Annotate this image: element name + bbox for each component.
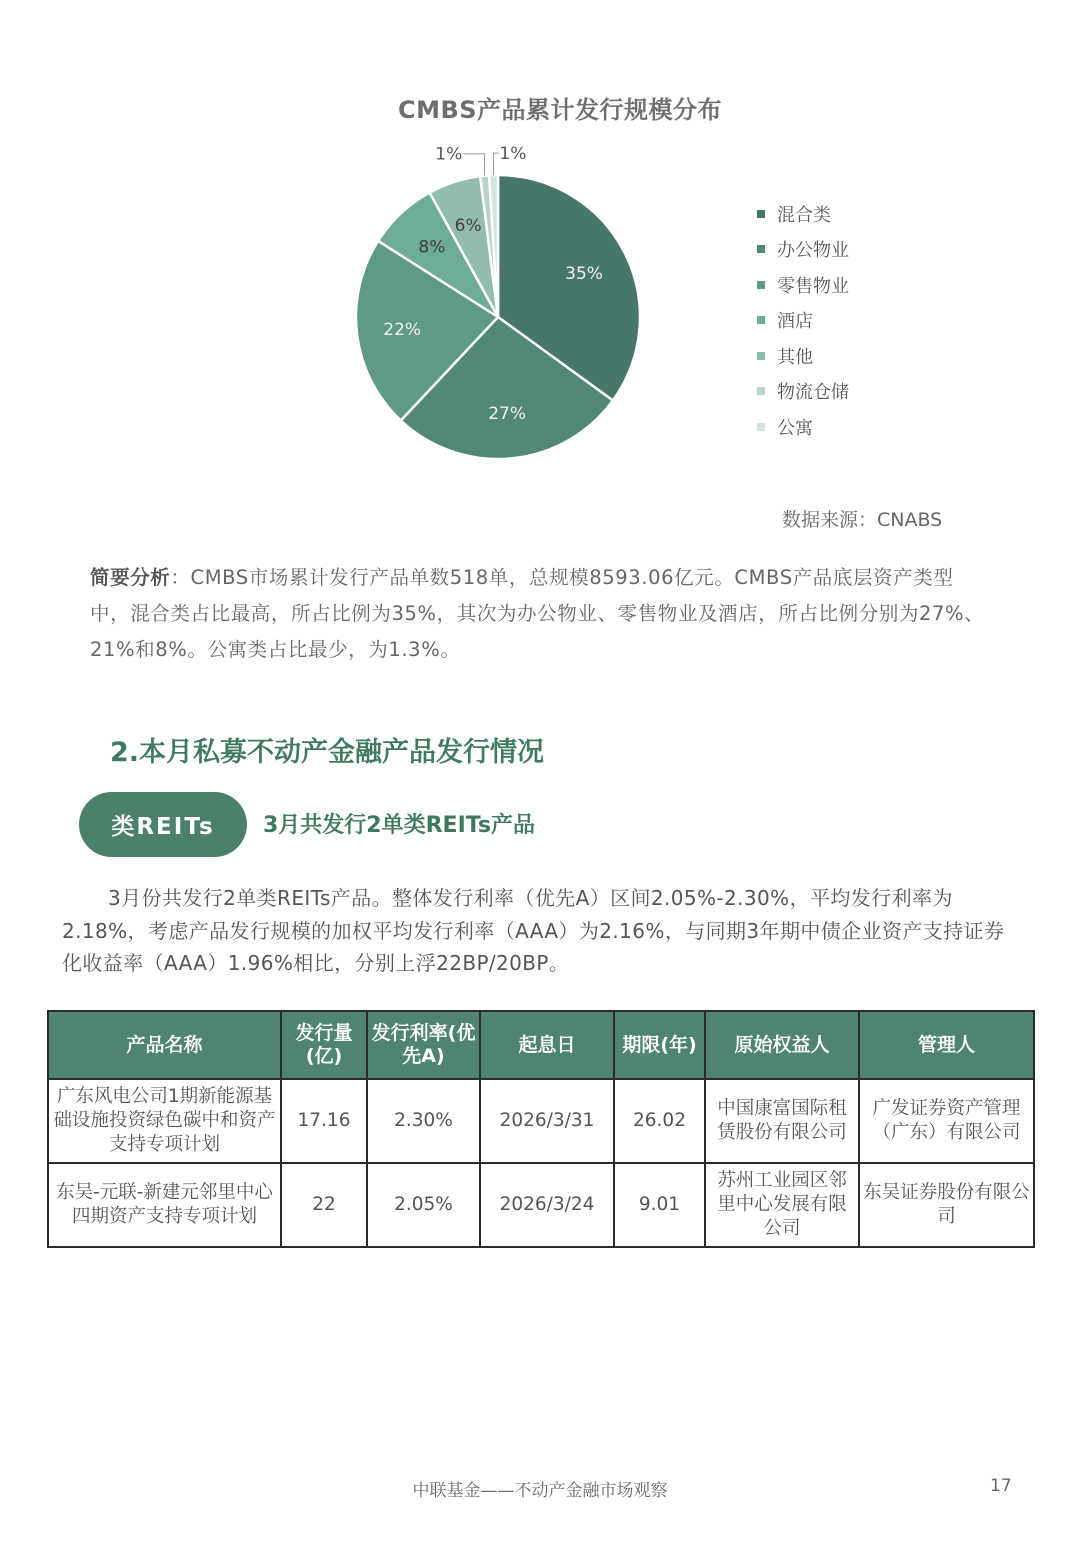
- cell-manager: 广发证券资产管理（广东）有限公司: [859, 1079, 1034, 1163]
- legend-swatch: [757, 245, 765, 253]
- header-term: 期限(年): [614, 1011, 705, 1079]
- table-row: [48, 1163, 1034, 1247]
- legend-label: 其他: [777, 346, 813, 368]
- section-heading: 2.本月私募不动产金融产品发行情况: [110, 737, 545, 768]
- issuance-paragraph-text: 3月份共发行2单类REITs产品。整体发行利率（优先A）区间2.05%-2.30%，平均发行利率为2.18%，考虑产品发行规模的加权平均发行利率（AAA）为2.16%，与同期3年期中债企业资产支持证券化收益率（AAA）1.96%相比，分别上浮22BP/20BP。: [62, 886, 1005, 975]
- legend-item: [757, 303, 849, 339]
- cell-product-name: 广东风电公司1期新能源基础设施投资绿色碳中和资产支持专项计划: [48, 1079, 281, 1163]
- pie-data-label: 27%: [488, 404, 526, 425]
- analysis-text: ：CMBS市场累计发行产品单数518单，总规模8593.06亿元。CMBS产品底层资产类型中，混合类占比最高，所占比例为35%，其次为办公物业、零售物业及酒店，所占比例分别为27%、21%和8%。公寓类占比最少，为1.3%。: [90, 566, 985, 661]
- cell-term: 9.01: [614, 1163, 705, 1247]
- cell-issue-amount: 22: [281, 1163, 367, 1247]
- legend-label: 办公物业: [777, 240, 849, 262]
- legend-label: 混合类: [777, 204, 831, 226]
- pie-data-label: 22%: [383, 320, 422, 341]
- header-issue-amount: 发行量(亿): [281, 1011, 367, 1079]
- legend-swatch: [757, 281, 765, 289]
- header-product-name: 产品名称: [48, 1011, 281, 1079]
- pie-chart: [340, 140, 660, 470]
- legend-swatch: [757, 352, 765, 360]
- analysis-label: 简要分析: [90, 566, 171, 589]
- pie-data-label: 35%: [565, 264, 603, 285]
- legend-item: [757, 196, 849, 232]
- legend-item: [757, 267, 849, 303]
- cell-value-date: 2026/3/24: [480, 1163, 614, 1247]
- legend-swatch: [757, 210, 765, 218]
- pie-data-label: 6%: [454, 216, 482, 237]
- data-source: 数据来源：CNABS: [782, 509, 943, 531]
- pie-data-label: 1%: [435, 144, 463, 165]
- pill-caption: 3月共发行2单类REITs产品: [263, 813, 535, 838]
- pie-data-label: 8%: [418, 237, 446, 258]
- products-table: [47, 1010, 1035, 1248]
- chart-title: CMBS产品累计发行规模分布: [397, 96, 723, 124]
- cell-originator: 苏州工业园区邻里中心发展有限公司: [705, 1163, 859, 1247]
- legend-swatch: [757, 316, 765, 324]
- legend-item: [757, 232, 849, 268]
- header-value-date: 起息日: [480, 1011, 614, 1079]
- legend-item: [757, 338, 849, 374]
- pie-data-label: 1%: [499, 144, 527, 165]
- table-row: [48, 1079, 1034, 1163]
- footer-title: 中联基金——不动产金融市场观察: [412, 1481, 668, 1501]
- brief-analysis: [90, 560, 990, 668]
- legend-label: 物流仓储: [777, 382, 849, 404]
- chart-legend: [757, 196, 849, 445]
- pie-leader-line: [463, 154, 485, 176]
- issuance-paragraph: [62, 882, 1022, 980]
- pie-leader-line: [494, 153, 499, 175]
- page-number: 17: [990, 1476, 1012, 1496]
- legend-item: [757, 409, 849, 445]
- legend-swatch: [757, 387, 765, 395]
- table-header-row: [48, 1011, 1034, 1079]
- cell-originator: 中国康富国际租赁股份有限公司: [705, 1079, 859, 1163]
- cell-product-name: 东吴-元联-新建元邻里中心四期资产支持专项计划: [48, 1163, 281, 1247]
- header-originator: 原始权益人: [705, 1011, 859, 1079]
- legend-label: 公寓: [777, 417, 813, 439]
- legend-item: [757, 374, 849, 410]
- header-manager: 管理人: [859, 1011, 1034, 1079]
- cell-issue-amount: 17.16: [281, 1079, 367, 1163]
- header-issue-rate: 发行利率(优先A): [367, 1011, 480, 1079]
- legend-label: 酒店: [777, 311, 813, 333]
- cell-issue-rate: 2.30%: [367, 1079, 480, 1163]
- cell-value-date: 2026/3/31: [480, 1079, 614, 1163]
- legend-swatch: [757, 423, 765, 431]
- legend-label: 零售物业: [777, 275, 849, 297]
- cell-issue-rate: 2.05%: [367, 1163, 480, 1247]
- cell-term: 26.02: [614, 1079, 705, 1163]
- reits-pill: 类REITs: [79, 792, 247, 857]
- cell-manager: 东吴证券股份有限公司: [859, 1163, 1034, 1247]
